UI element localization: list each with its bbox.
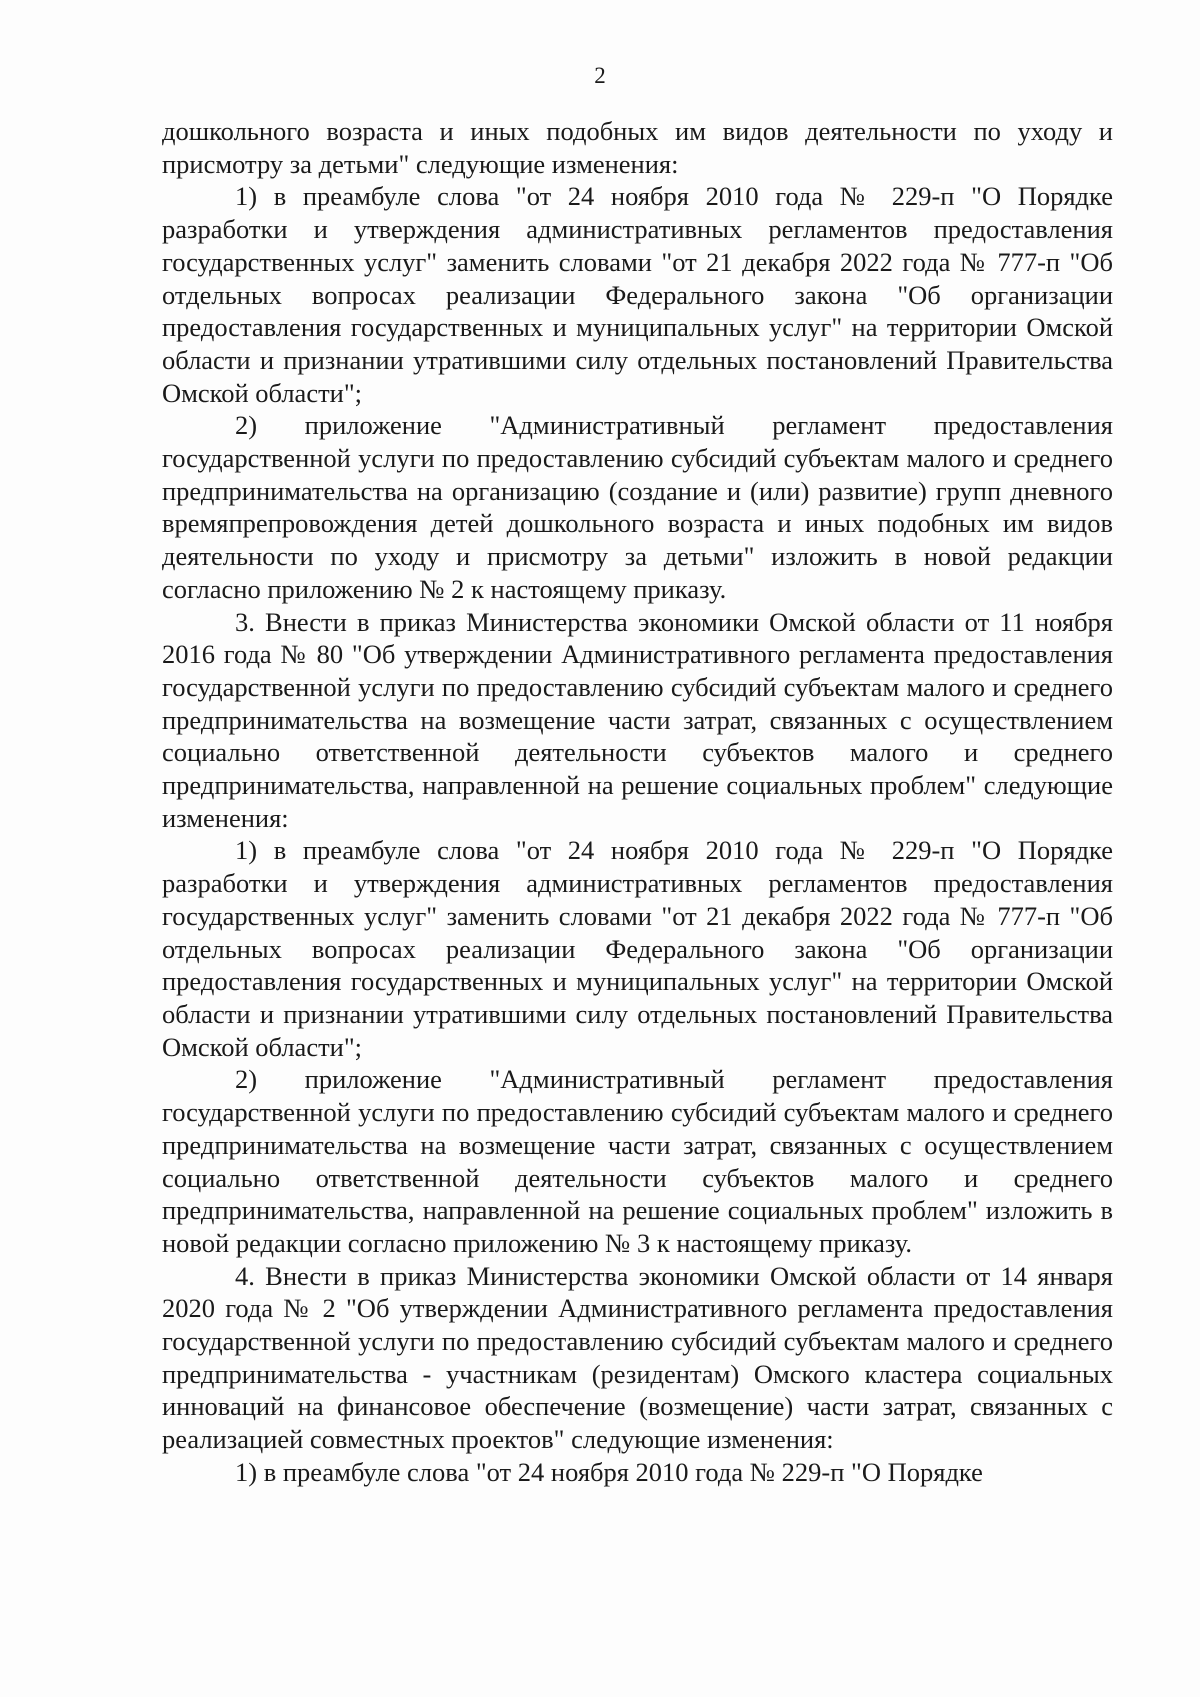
- paragraph-continuation: дошкольного возраста и иных подобных им видов деятельности по уходу и присмотру за детьми" следующие изменения:: [162, 116, 1113, 179]
- paragraph-clause-3-item-2: 2) приложение "Административный регламент предоставления государственной услуги по предоставлению субсидий субъектам малого и среднего предпринимательства на возмещение части затрат, связанных с осуществлением социально ответственной деятельности субъектов малого и среднего предпринимательства, направленной на решение социальных проблем" изложить в новой редакции согласно приложению № 3 к настоящему приказу.: [162, 1064, 1113, 1258]
- paragraph-clause-4: 4. Внести в приказ Министерства экономики Омской области от 14 января 2020 года № 2 "Об утверждении Административного регламента предоставления государственной услуги по предоставлению субсидий субъектам малого и среднего предпринимательства - участникам (резидентам) Омского кластера социальных инноваций на финансовое обеспечение (возмещение) части затрат, связанных с реализацией совместных проектов" следующие изменения:: [162, 1260, 1113, 1455]
- paragraph-clause-3: 3. Внести в приказ Министерства экономики Омской области от 11 ноября 2016 года № 80 "Об утверждении Административного регламента предоставления государственной услуги по предоставлению субсидий субъектам малого и среднего предпринимательства на возмещение части затрат, связанных с осуществлением социально ответственной деятельности субъектов малого и среднего предпринимательства, направленной на решение социальных проблем" следующие изменения:: [162, 606, 1113, 833]
- paragraph-item-2-appendix: 2) приложение "Административный регламент предоставления государственной услуги по предоставлению субсидий субъектам малого и среднего предпринимательства на организацию (создание и (или) развитие) групп дневного времяпрепровождения детей дошкольного возраста и иных подобных им видов деятельности по уходу и присмотру за детьми" изложить в новой редакции согласно приложению № 2 к настоящему приказу.: [162, 410, 1113, 604]
- paragraph-clause-4-item-1: 1) в преамбуле слова "от 24 ноября 2010 года № 229-п "О Порядке: [235, 1456, 983, 1487]
- paragraph-clause-3-item-1: 1) в преамбуле слова "от 24 ноября 2010 года № 229-п "О Порядке разработки и утверждения административных регламентов предоставления государственных услуг" заменить словами "от 21 декабря 2022 года № 777-п "Об отдельных вопросах реализации Федерального закона "Об организации предоставления государственных и муниципальных услуг" на территории Омской области и признании утратившими силу отдельных постановлений Правительства Омской области";: [162, 835, 1113, 1062]
- paragraph-item-1-preamble: 1) в преамбуле слова "от 24 ноября 2010 года № 229-п "О Порядке разработки и утверждения административных регламентов предоставления государственных услуг" заменить словами "от 21 декабря 2022 года № 777-п "Об отдельных вопросах реализации Федерального закона "Об организации предоставления государственных и муниципальных услуг" на территории Омской области и признании утратившими силу отдельных постановлений Правительства Омской области";: [162, 181, 1113, 408]
- document-body: [162, 115, 1113, 1489]
- page-number: 2: [594, 63, 606, 88]
